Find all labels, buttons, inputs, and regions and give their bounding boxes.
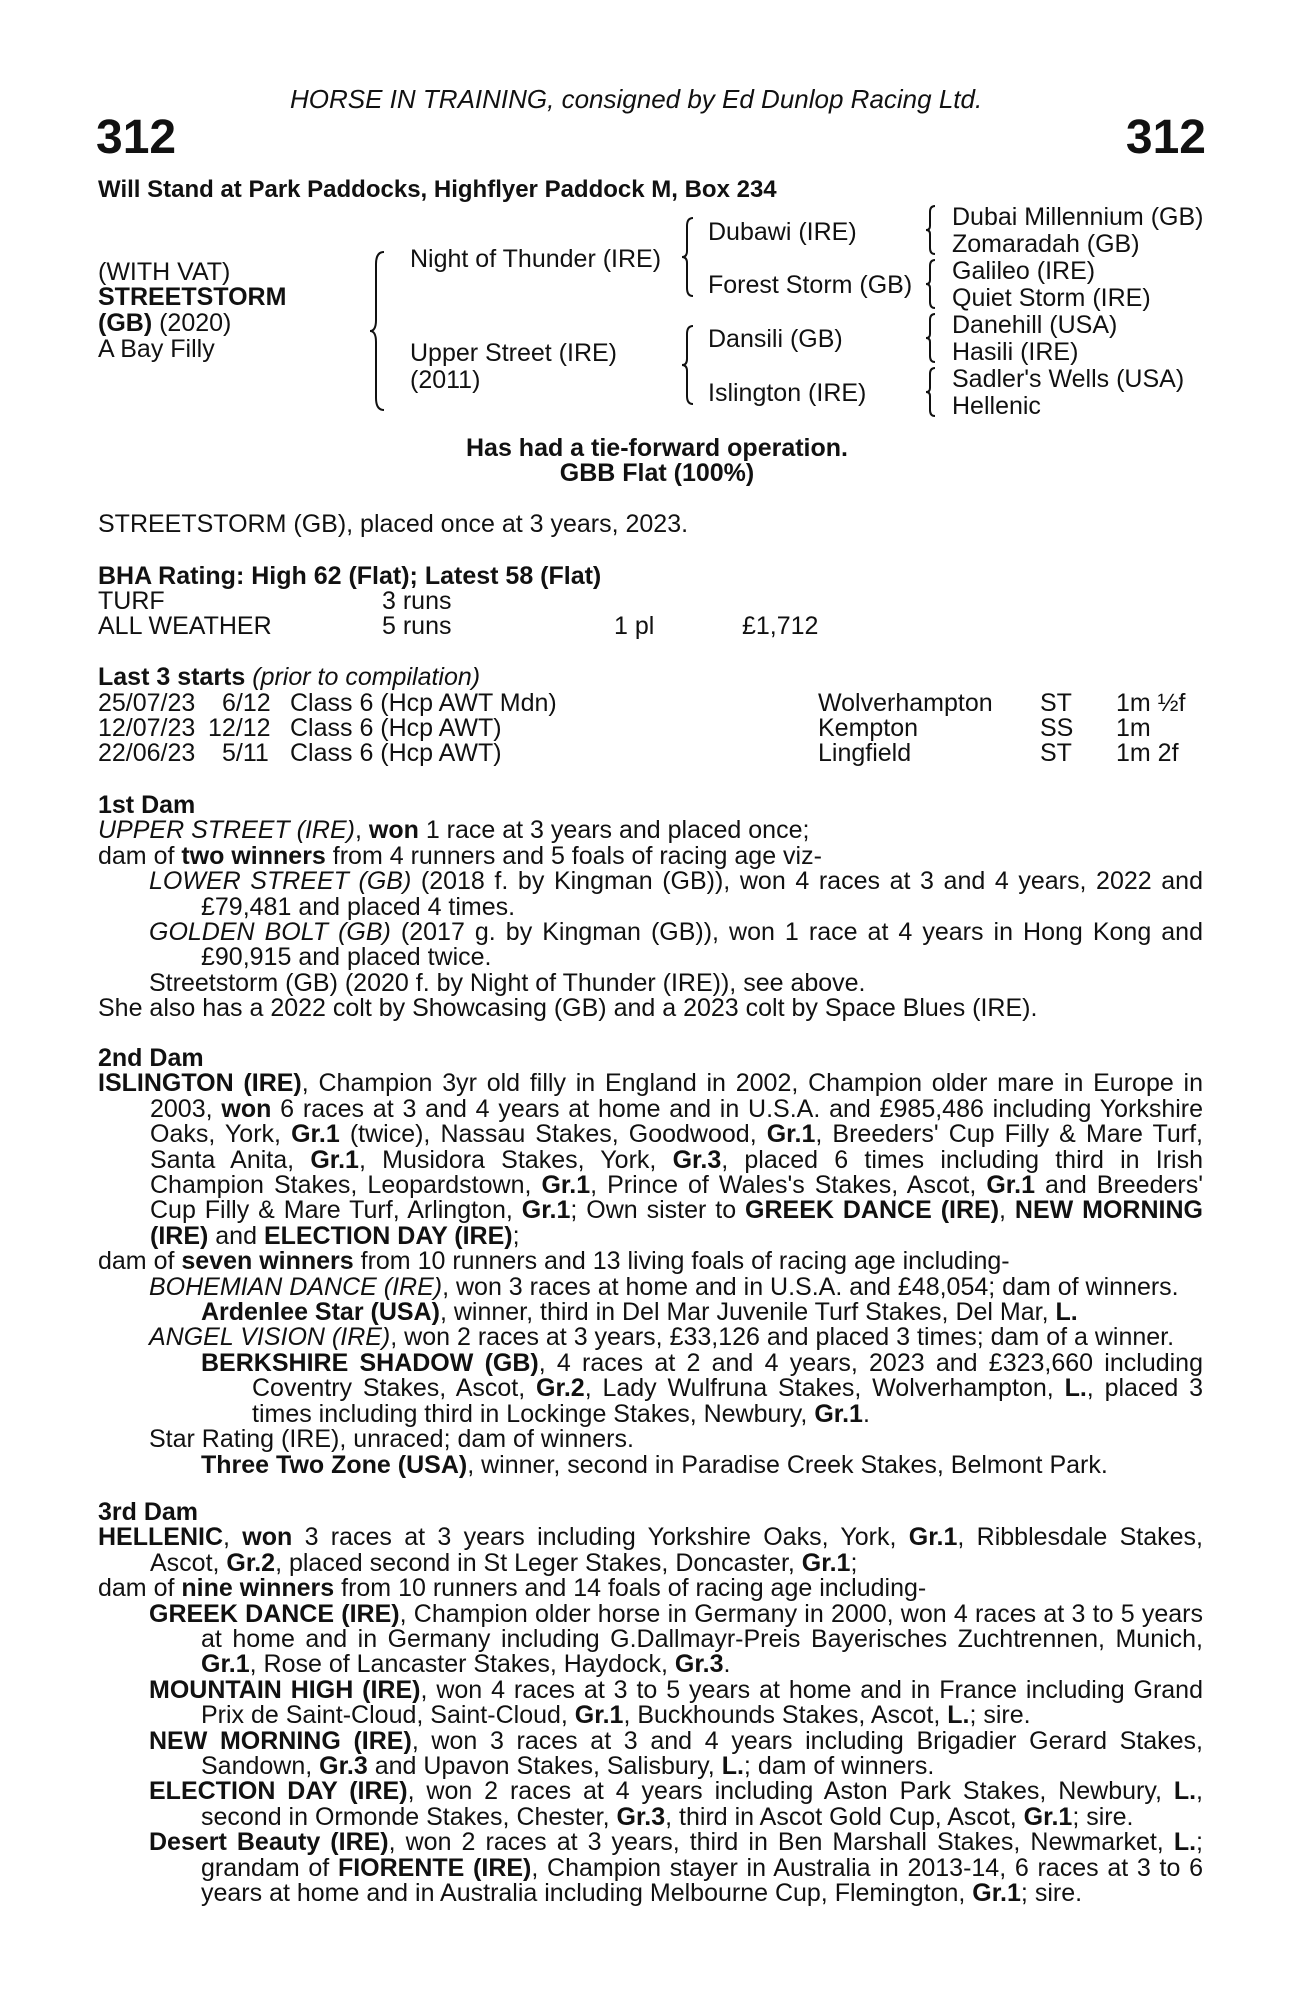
dam-name: ISLINGTON (IRE)	[98, 1069, 302, 1098]
grade: Gr.1	[908, 1523, 958, 1552]
text: 3 races at 3 years including Yorkshire Oaks, York,	[292, 1523, 909, 1552]
text: (2017 g. by Kingman (GB)), won 1 race at 4 years in Hong Kong and £90,915 and placed twice.	[201, 918, 1203, 972]
text: , won 2 races at 4 years including Aston Park Stakes, Newbury,	[407, 1777, 1174, 1806]
start-distance: 1m ½f	[1116, 689, 1186, 717]
start-race: Class 6 (Hcp AWT)	[290, 739, 502, 767]
last-starts-heading	[98, 665, 480, 690]
produce-summary	[98, 841, 1203, 870]
text: ; grandam of	[201, 1828, 1203, 1882]
grade: Gr.1	[310, 1145, 359, 1174]
produce-entry	[98, 1325, 1203, 1350]
start-distance: 1m 2f	[1116, 739, 1179, 767]
horse-name: NEW MORNING (IRE)	[150, 1196, 1203, 1250]
grade: Gr.1	[801, 1548, 851, 1577]
start-position: 12/12	[208, 714, 271, 742]
sire-dam: Forest Storm (GB)	[708, 271, 913, 299]
grade: Gr.1	[1023, 1802, 1073, 1831]
produce-entry	[98, 1830, 1203, 1906]
operation-note: Has had a tie-forward operation.	[465, 434, 848, 462]
bha-rating: BHA Rating: High 62 (Flat); Latest 58 (Flat)	[98, 562, 602, 590]
produce-entry	[98, 869, 1203, 920]
text: dam of	[98, 841, 182, 870]
brace-forest-storm	[924, 258, 938, 310]
produce-entry	[98, 920, 1203, 971]
dam-name: HELLENIC	[98, 1523, 223, 1552]
text: ; dam of winners.	[743, 1752, 935, 1781]
text: nine winners	[181, 1574, 335, 1603]
dam-line-brace	[680, 324, 696, 404]
text: (2018 f. by Kingman (GB)), won 4 races at 3 and 4 years, 2022 and £79,481 and placed 4 times.	[201, 867, 1203, 921]
g3-ancestor: Hellenic	[952, 392, 1041, 420]
produce-entry	[98, 1726, 1204, 1781]
text: , won 2 races at 3 years, third in Ben Marshall Stakes, Newmarket,	[388, 1828, 1174, 1857]
text: dam of	[98, 1247, 182, 1276]
text: .	[723, 1650, 731, 1679]
third-dam-section	[98, 1500, 1203, 1907]
text: , Champion older horse in Germany in 2000, won 4 races at 3 to 5 years at home and in Germany including G.Dallmayr-Preis Bayerisches Zuchtrennen, Munich,	[201, 1599, 1203, 1654]
text: from 10 runners and 13 living foals of racing age including-	[353, 1247, 1010, 1276]
grade: Gr.1	[766, 1120, 816, 1149]
produce-summary	[98, 1249, 1203, 1274]
horse-name: GREEK DANCE (IRE)	[745, 1196, 1000, 1225]
dam-name: UPPER STREET (IRE)	[98, 816, 355, 845]
horse-name: STREETSTORM	[98, 283, 287, 311]
section-heading: 1st Dam	[98, 791, 196, 819]
dam-record	[98, 818, 1203, 843]
second-dam-section	[98, 1046, 1203, 1478]
text: , Ribblesdale Stakes, Ascot,	[150, 1523, 1203, 1577]
produce-entry	[98, 1450, 1203, 1479]
brace-dansili	[924, 312, 938, 364]
start-race: Class 6 (Hcp AWT Mdn)	[290, 689, 557, 717]
produce-entry	[98, 1272, 1203, 1301]
text: , Musidora Stakes, York,	[358, 1145, 673, 1174]
gbb-note: GBB Flat (100%)	[559, 459, 755, 487]
g3-ancestor: Danehill (USA)	[952, 311, 1118, 339]
g3-ancestor: Quiet Storm (IRE)	[952, 284, 1151, 312]
produce-name: Three Two Zone (USA)	[201, 1450, 468, 1479]
text: ,	[223, 1523, 243, 1552]
produce-name: MOUNTAIN HIGH (IRE)	[149, 1675, 421, 1704]
text: , placed 3 times including third in Lockinge Stakes, Newbury,	[252, 1374, 1203, 1428]
horse-country-year	[98, 311, 231, 336]
produce-summary	[98, 1576, 1203, 1601]
g3-ancestor: Dubai Millennium (GB)	[952, 203, 1204, 231]
sire-sire: Dubawi (IRE)	[708, 218, 857, 246]
start-course: Kempton	[818, 714, 919, 742]
start-date: 25/07/23	[98, 689, 196, 717]
text: ;	[850, 1548, 858, 1577]
produce-entry	[98, 1300, 1203, 1325]
text: , won 3 races at home and in U.S.A. and £48,054; dam of winners.	[442, 1272, 1179, 1301]
horse-description: A Bay Filly	[98, 335, 215, 363]
g3-ancestor: Galileo (IRE)	[952, 257, 1096, 285]
section-heading: 3rd Dam	[98, 1498, 199, 1526]
section-heading: 2nd Dam	[98, 1044, 204, 1072]
text: ,	[354, 816, 369, 845]
produce-name: BERKSHIRE SHADOW (GB)	[201, 1348, 539, 1377]
text: , won 2 races at 3 years, £33,126 and placed 3 times; dam of a winner.	[390, 1323, 1175, 1352]
grade: Gr.3	[319, 1752, 368, 1781]
start-date: 22/06/23	[98, 739, 196, 767]
produce-name: BOHEMIAN DANCE (IRE)	[149, 1272, 443, 1301]
horse-year: (2020)	[159, 309, 232, 337]
grade: Gr.1	[986, 1171, 1035, 1200]
consignor-line: HORSE IN TRAINING, consigned by Ed Dunlop Racing Ltd.	[290, 84, 983, 114]
produce-name: LOWER STREET (GB)	[149, 867, 412, 896]
last-starts-title: Last 3 starts	[98, 663, 246, 691]
text: , winner, third in Del Mar Juvenile Turf Stakes, Del Mar,	[439, 1298, 1056, 1327]
text: ; sire.	[1072, 1802, 1134, 1831]
text: ; Own sister to	[570, 1196, 746, 1225]
text: 6 races at 3 and 4 years at home and in U.S.A. and £985,486 including Yorkshire Oaks, York,	[150, 1094, 1203, 1149]
text: 1 race at 3 years and placed once;	[418, 816, 810, 845]
start-course: Wolverhampton	[818, 689, 993, 717]
text: from 10 runners and 14 foals of racing age including-	[334, 1574, 927, 1603]
prize-money: £1,712	[742, 612, 819, 640]
grade: L.	[1055, 1298, 1078, 1327]
runs: 5 runs	[382, 612, 452, 640]
produce-entry: Streetstorm (GB) (2020 f. by Night of Thunder (IRE)), see above.	[149, 968, 866, 997]
text: two winners	[181, 841, 326, 870]
text: , Champion stayer in Australia in 2013-14, 6 races at 3 to 6 years at home and in Australia including Melbourne Cup, Flemington,	[201, 1853, 1203, 1908]
grade: Gr.3	[616, 1802, 666, 1831]
vat-label: (WITH VAT)	[98, 258, 231, 286]
text: , won 3 races at 3 and 4 years including Brigadier Gerard Stakes, Sandown,	[201, 1726, 1204, 1781]
text: , won 4 races at 3 to 5 years at home and in France including Grand Prix de Saint-Cloud, Saint-Cloud,	[201, 1675, 1203, 1730]
text: dam of	[98, 1574, 182, 1603]
text: , winner, second in Paradise Creek Stakes, Belmont Park.	[467, 1450, 1108, 1479]
text: , second in Ormonde Stakes, Chester,	[201, 1777, 1203, 1831]
text: and Upavon Stakes, Salisbury,	[367, 1752, 722, 1781]
text: (twice), Nassau Stakes, Goodwood,	[339, 1120, 767, 1149]
text: .	[862, 1399, 870, 1428]
grade: L.	[1173, 1828, 1197, 1857]
text: , third in Ascot Gold Cup, Ascot,	[665, 1802, 1024, 1831]
text: , placed second in St Leger Stakes, Doncaster,	[275, 1548, 802, 1577]
text: ,	[999, 1196, 1015, 1225]
text: seven winners	[181, 1247, 354, 1276]
g3-ancestor: Sadler's Wells (USA)	[952, 365, 1185, 393]
start-course: Lingfield	[818, 739, 912, 767]
surface: ALL WEATHER	[98, 612, 272, 640]
text: , 4 races at 2 and 4 years, 2023 and £323,660 including Coventry Stakes, Ascot,	[252, 1348, 1203, 1403]
start-date: 12/07/23	[98, 714, 196, 742]
start-distance: 1m	[1116, 714, 1151, 742]
produce-name: NEW MORNING (IRE)	[149, 1726, 412, 1755]
dam-record	[98, 1071, 1203, 1249]
g3-ancestor: Zomaradah (GB)	[952, 230, 1140, 258]
text: , Champion 3yr old filly in England in 2002, Champion older mare in Europe in 2003,	[150, 1069, 1203, 1123]
first-dam-section	[98, 793, 1203, 1022]
start-going: ST	[1040, 739, 1072, 767]
produce-name: GOLDEN BOLT (GB)	[149, 918, 391, 947]
surface: TURF	[98, 587, 165, 615]
produce-name: ELECTION DAY (IRE)	[149, 1777, 408, 1806]
brace-islington	[924, 366, 938, 418]
produce-entry	[98, 1599, 1203, 1679]
start-race: Class 6 (Hcp AWT)	[290, 714, 502, 742]
text: and Breeders' Cup Filly & Mare Turf, Arlington,	[150, 1171, 1203, 1225]
start-going: SS	[1040, 714, 1074, 742]
lot-number-right: 312	[1125, 111, 1206, 164]
lot-number-left: 312	[96, 111, 177, 164]
dam-year: (2011)	[410, 366, 481, 394]
grade: Gr.1	[814, 1399, 863, 1428]
produce-entry	[98, 1779, 1203, 1830]
horse-summary: STREETSTORM (GB), placed once at 3 years, 2023.	[98, 510, 689, 538]
sire: Night of Thunder (IRE)	[410, 245, 662, 273]
grade: Gr.2	[536, 1374, 585, 1403]
sire-dam-brace	[368, 250, 388, 412]
grade: Gr.3	[672, 1145, 722, 1174]
text: , Prince of Wales's Stakes, Ascot,	[590, 1171, 987, 1200]
text: ; sire.	[969, 1701, 1031, 1730]
produce-name: Desert Beauty (IRE)	[149, 1828, 389, 1857]
grade: Gr.1	[201, 1650, 250, 1679]
text: ;	[512, 1221, 520, 1250]
text: , placed 6 times including third in Irish Champion Stakes, Leopardstown,	[150, 1145, 1203, 1200]
grade: Gr.1	[291, 1120, 340, 1149]
brace-dubawi	[924, 204, 938, 256]
start-position: 5/11	[222, 739, 269, 767]
grade: L.	[721, 1752, 744, 1781]
text: from 4 runners and 5 foals of racing age viz-	[325, 841, 822, 870]
produce-entry	[98, 1675, 1203, 1730]
dam-dam: Islington (IRE)	[708, 379, 867, 407]
text: won	[368, 816, 419, 845]
grade: Gr.1	[574, 1701, 624, 1730]
text: ; sire.	[1020, 1879, 1083, 1908]
start-row	[0, 741, 1314, 767]
grade: Gr.1	[541, 1171, 591, 1200]
text: , Lady Wulfruna Stakes, Wolverhampton,	[584, 1374, 1065, 1403]
produce-name: GREEK DANCE (IRE)	[149, 1599, 400, 1628]
horse-name: FIORENTE (IRE)	[337, 1853, 532, 1882]
horse-country: (GB)	[98, 309, 153, 337]
sire-line-brace	[680, 216, 696, 296]
grade: L.	[1173, 1777, 1197, 1806]
grade: L.	[1064, 1374, 1087, 1403]
grade: Gr.1	[972, 1879, 1021, 1908]
horse-name: ELECTION DAY (IRE)	[263, 1221, 513, 1250]
grade: Gr.3	[674, 1650, 724, 1679]
placings: 1 pl	[614, 612, 655, 640]
text: won	[221, 1094, 272, 1123]
text: , Rose of Lancaster Stakes, Haydock,	[249, 1650, 675, 1679]
produce-entry	[98, 1348, 1203, 1428]
g3-ancestor: Hasili (IRE)	[952, 338, 1079, 366]
produce-name: Ardenlee Star (USA)	[201, 1298, 440, 1327]
last-starts-note: (prior to compilation)	[252, 663, 481, 691]
rating-row-aw	[0, 614, 1314, 640]
text: , Buckhounds Stakes, Ascot,	[623, 1701, 948, 1730]
dam: Upper Street (IRE)	[410, 339, 618, 367]
start-position: 6/12	[222, 689, 271, 717]
grade: L.	[947, 1701, 970, 1730]
runs: 3 runs	[382, 587, 452, 615]
produce-note: She also has a 2022 colt by Showcasing (GB) and a 2023 colt by Space Blues (IRE).	[98, 994, 1038, 1023]
dam-sire: Dansili (GB)	[708, 325, 843, 353]
grade: Gr.1	[521, 1196, 571, 1225]
text: and	[208, 1221, 264, 1250]
produce-name: ANGEL VISION (IRE)	[149, 1323, 391, 1352]
dam-record	[98, 1525, 1203, 1576]
produce-entry: Star Rating (IRE), unraced; dam of winners.	[149, 1425, 634, 1454]
text: won	[242, 1523, 293, 1552]
stand-location: Will Stand at Park Paddocks, Highflyer Paddock M, Box 234	[98, 176, 777, 203]
grade: Gr.2	[226, 1548, 276, 1577]
start-going: ST	[1040, 689, 1072, 717]
text: , Breeders' Cup Filly & Mare Turf, Santa Anita,	[150, 1120, 1204, 1174]
